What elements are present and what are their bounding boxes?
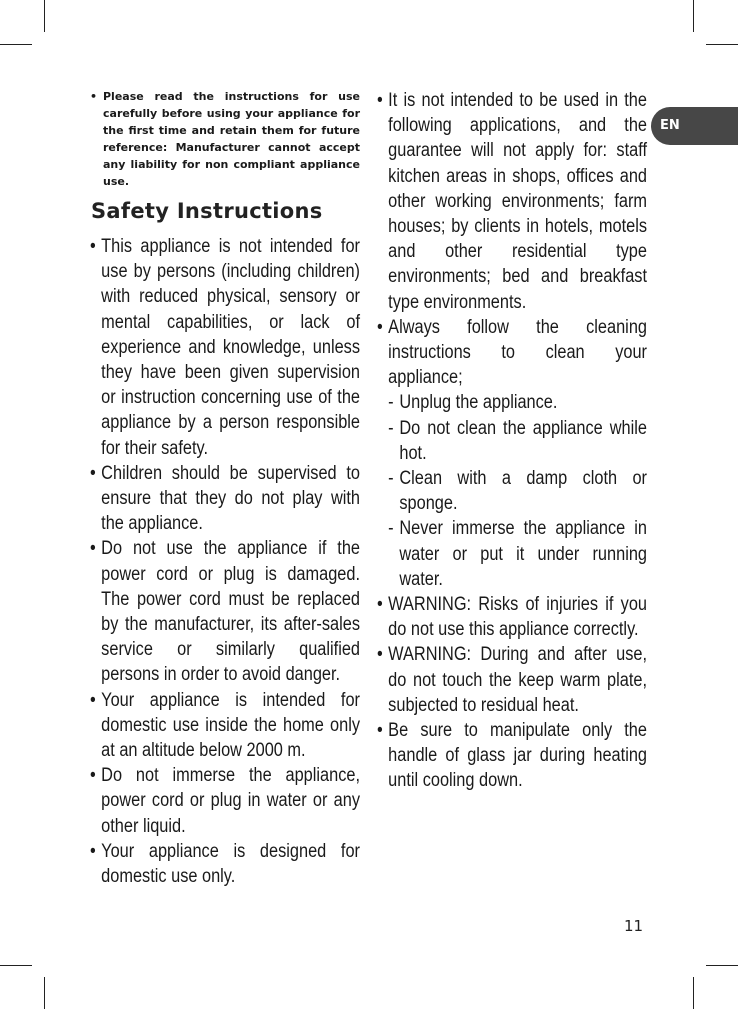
bullet-icon: •: [90, 90, 98, 103]
cleaning-steps: [388, 390, 647, 592]
list-item-text: Be sure to manipulate only the handle of glass jar during heating until cooling down.: [388, 720, 647, 792]
list-item: [377, 642, 647, 718]
list-item: [90, 839, 360, 889]
list-item-text: Children should be supervised to ensure that they do not play with the appliance.: [101, 462, 360, 535]
crop-mark: [706, 965, 738, 966]
page-number: 11: [624, 917, 644, 935]
bullet-icon: •: [90, 765, 96, 787]
safety-list-right: [377, 88, 647, 794]
right-column: [377, 88, 647, 794]
section-heading: Safety Instructions: [91, 199, 323, 223]
language-tab: [651, 107, 738, 145]
list-item-text: Your appliance is intended for domestic use inside the home only at an altitude below 2000 m.: [101, 689, 360, 762]
list-item-text: It is not intended to be used in the following applications, and the guarantee will not apply for: staff kitchen areas in shops, offices and other working environments; farm houses; by clients in hotels, motels and other residential type environments; bed and breakfast type environments.: [388, 90, 647, 313]
list-item: [90, 763, 360, 839]
bullet-icon: •: [377, 720, 383, 742]
dash-icon: -: [388, 518, 394, 540]
crop-mark: [0, 44, 32, 45]
list-item: [90, 688, 360, 764]
dash-icon: -: [388, 417, 394, 439]
language-label: EN: [660, 118, 680, 133]
list-item-text: WARNING: Risks of injuries if you do not use this appliance correctly.: [388, 594, 647, 641]
dash-icon: -: [388, 392, 394, 414]
bullet-icon: •: [90, 689, 96, 711]
left-column: [90, 88, 360, 889]
sub-item-text: Unplug the appliance.: [399, 392, 558, 414]
bullet-icon: •: [377, 644, 383, 666]
list-item: [377, 88, 647, 315]
list-item: [90, 234, 360, 461]
list-item-text: Do not use the appliance if the power cord or plug is damaged. The power cord must be replaced by the manufacturer, its after-sales service or similarly qualified persons in order to avoid danger.: [101, 538, 360, 686]
bullet-icon: •: [90, 236, 96, 257]
bullet-icon: •: [90, 462, 96, 484]
bullet-icon: •: [90, 840, 96, 862]
dash-icon: -: [388, 468, 394, 490]
sub-list-item: [388, 390, 647, 415]
list-item-text: Your appliance is designed for domestic use only.: [101, 840, 360, 888]
bullet-icon: •: [90, 538, 96, 560]
safety-list-left: [90, 234, 360, 889]
crop-mark: [44, 0, 45, 32]
bullet-icon: •: [377, 90, 383, 111]
list-item: [90, 536, 360, 687]
intro-text: Please read the instructions for use carefully before using your appliance for the first time and retain them for future reference: Manufacturer cannot accept any liability for non compliant appliance use.: [103, 90, 360, 188]
intro-note: [90, 88, 360, 190]
list-item: [377, 718, 647, 794]
crop-mark: [706, 44, 738, 45]
crop-mark: [693, 0, 694, 32]
list-item: [90, 461, 360, 537]
sub-item-text: Never immerse the appliance in water or put it under running water.: [399, 518, 647, 590]
bullet-icon: •: [377, 594, 383, 616]
sub-item-text: Clean with a damp cloth or sponge.: [399, 468, 647, 515]
sub-item-text: Do not clean the appliance while hot.: [399, 417, 647, 464]
bullet-icon: •: [377, 316, 383, 338]
crop-mark: [44, 977, 45, 1009]
crop-mark: [0, 965, 32, 966]
list-item-text: Always follow the cleaning instructions to clean your appliance;: [388, 316, 647, 389]
list-item: [377, 315, 647, 592]
list-item-text: This appliance is not intended for use by persons (including children) with reduced physical, sensory or mental capabilities, or lack of experience and knowledge, unless they have been given supervision or instruction concerning use of the appliance by a person responsible for their safety.: [101, 236, 360, 459]
list-item-text: Do not immerse the appliance, power cord or plug in water or any other liquid.: [101, 765, 360, 837]
sub-list-item: [388, 466, 647, 516]
sub-list-item: [388, 516, 647, 592]
list-item: [377, 592, 647, 642]
crop-mark: [693, 977, 694, 1009]
sub-list-item: [388, 416, 647, 466]
list-item-text: WARNING: During and after use, do not touch the keep warm plate, subjected to residual heat.: [388, 644, 647, 716]
